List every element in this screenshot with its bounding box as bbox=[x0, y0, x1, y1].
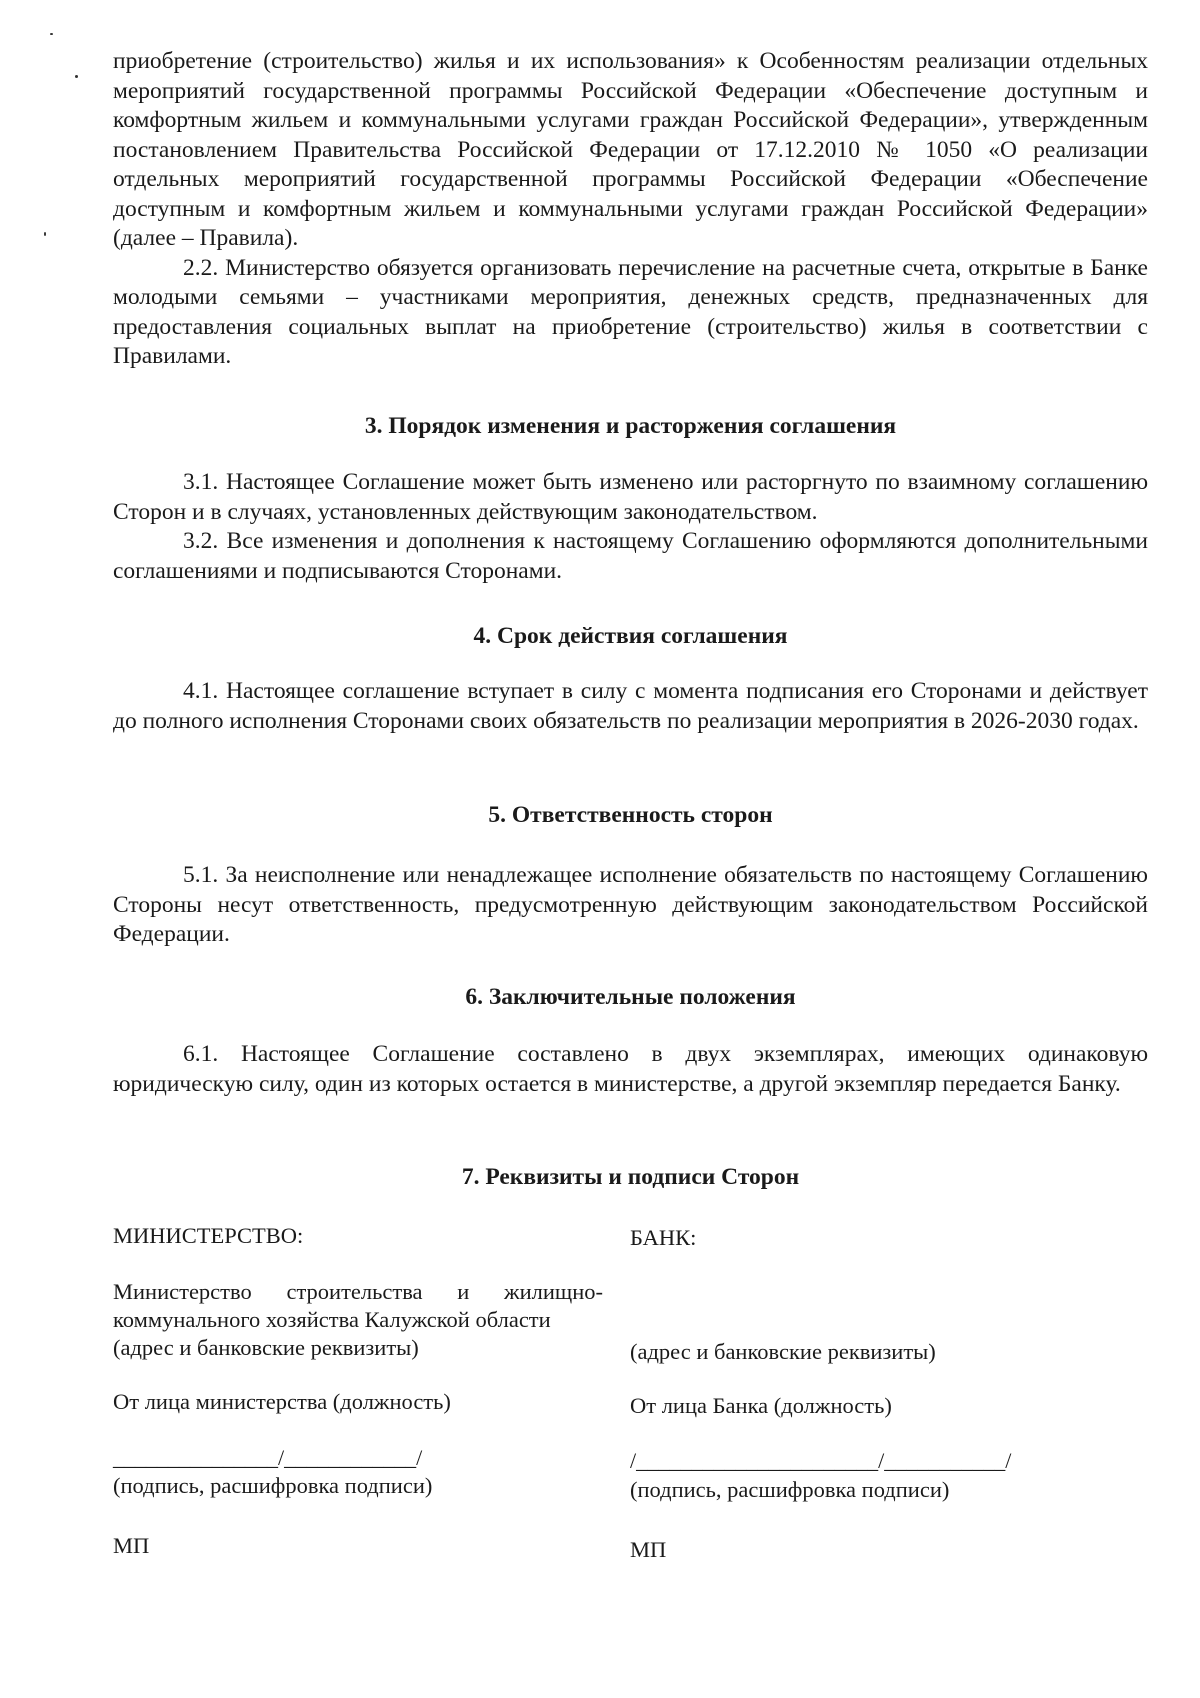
section-6-title: 6. Заключительные положения bbox=[465, 984, 796, 1010]
section-4-text bbox=[113, 677, 1148, 736]
scan-speck bbox=[44, 232, 46, 236]
bank-on-behalf: От лица Банка (должность) bbox=[630, 1393, 892, 1418]
section-3-text bbox=[113, 468, 1148, 586]
ministry-signature-caption: (подпись, расшифровка подписи) bbox=[113, 1473, 433, 1498]
paragraph-2-2: 2.2. Министерство обязуется организовать перечисление на расчетные счета, открытые в Банке молодыми семьями – участниками мероприятия, денежных средств, предназначенных для предоставления социальных выплат на приобретение (строительство) жилья в соответствии с Правилами. bbox=[113, 254, 1148, 369]
ministry-seal: МП bbox=[113, 1533, 150, 1558]
scan-speck bbox=[50, 33, 53, 35]
section-7-title: 7. Реквизиты и подписи Сторон bbox=[461, 1164, 800, 1190]
ministry-details: (адрес и банковские реквизиты) bbox=[113, 1335, 419, 1360]
bank-details: (адрес и банковские реквизиты) bbox=[630, 1339, 936, 1364]
section-6-text bbox=[113, 1040, 1148, 1099]
paragraph-5-1: 5.1. За неисполнение или ненадлежащее исполнение обязательств по настоящему Соглашению Стороны несут ответственность, предусмотренную действующим законодательством Российской Федерации. bbox=[113, 862, 1148, 947]
ministry-org-name: Министерство строительства и жилищно-коммунального хозяйства Калужской области bbox=[113, 1279, 603, 1332]
bank-header: БАНК: bbox=[630, 1225, 697, 1250]
paragraph-3-1: 3.1. Настоящее Соглашение может быть изменено или расторгнуто по взаимному соглашению Сторон и в случаях, установленных действующим законодательством. bbox=[113, 469, 1148, 525]
ministry-signature-line: _______________/____________/ bbox=[113, 1445, 423, 1470]
section-5-text bbox=[113, 861, 1148, 950]
scan-speck bbox=[75, 75, 78, 78]
section-5-title: 5. Ответственность сторон bbox=[488, 802, 773, 828]
paragraph-3-2: 3.2. Все изменения и дополнения к настоящему Соглашению оформляются дополнительными соглашениями и подписываются Сторонами. bbox=[113, 528, 1148, 584]
bank-signature-caption: (подпись, расшифровка подписи) bbox=[630, 1477, 950, 1502]
section-4-title: 4. Срок действия соглашения bbox=[473, 623, 788, 649]
bank-seal: МП bbox=[630, 1537, 667, 1562]
paragraph-continuation: приобретение (строительство) жилья и их использования» к Особенностям реализации отдельных мероприятий государственной программы Российской Федерации «Обеспечение доступным и комфортным жильем и коммунальными услугами граждан Российской Федерации», утвержденным постановлением Правительства Российской Федерации от 17.12.2010 № 1050 «О реализации отдельных мероприятий государственной программы Российской Федерации «Обеспечение доступным и комфортным жильем и коммунальными услугами граждан Российской Федерации» (далее – Правила). bbox=[113, 48, 1148, 251]
ministry-header: МИНИСТЕРСТВО: bbox=[113, 1223, 304, 1248]
intro-text bbox=[113, 47, 1148, 372]
paragraph-6-1: 6.1. Настоящее Соглашение составлено в двух экземплярах, имеющих одинаковую юридическую силу, один из которых остается в министерстве, а другой экземпляр передается Банку. bbox=[113, 1041, 1148, 1097]
bank-signature-line: /______________________/___________/ bbox=[630, 1448, 1012, 1473]
section-3-title: 3. Порядок изменения и расторжения соглашения bbox=[364, 413, 897, 439]
ministry-on-behalf: От лица министерства (должность) bbox=[113, 1389, 451, 1414]
paragraph-4-1: 4.1. Настоящее соглашение вступает в силу с момента подписания его Сторонами и действует до полного исполнения Сторонами своих обязательств по реализации мероприятия в 2026-2030 годах. bbox=[113, 678, 1148, 734]
